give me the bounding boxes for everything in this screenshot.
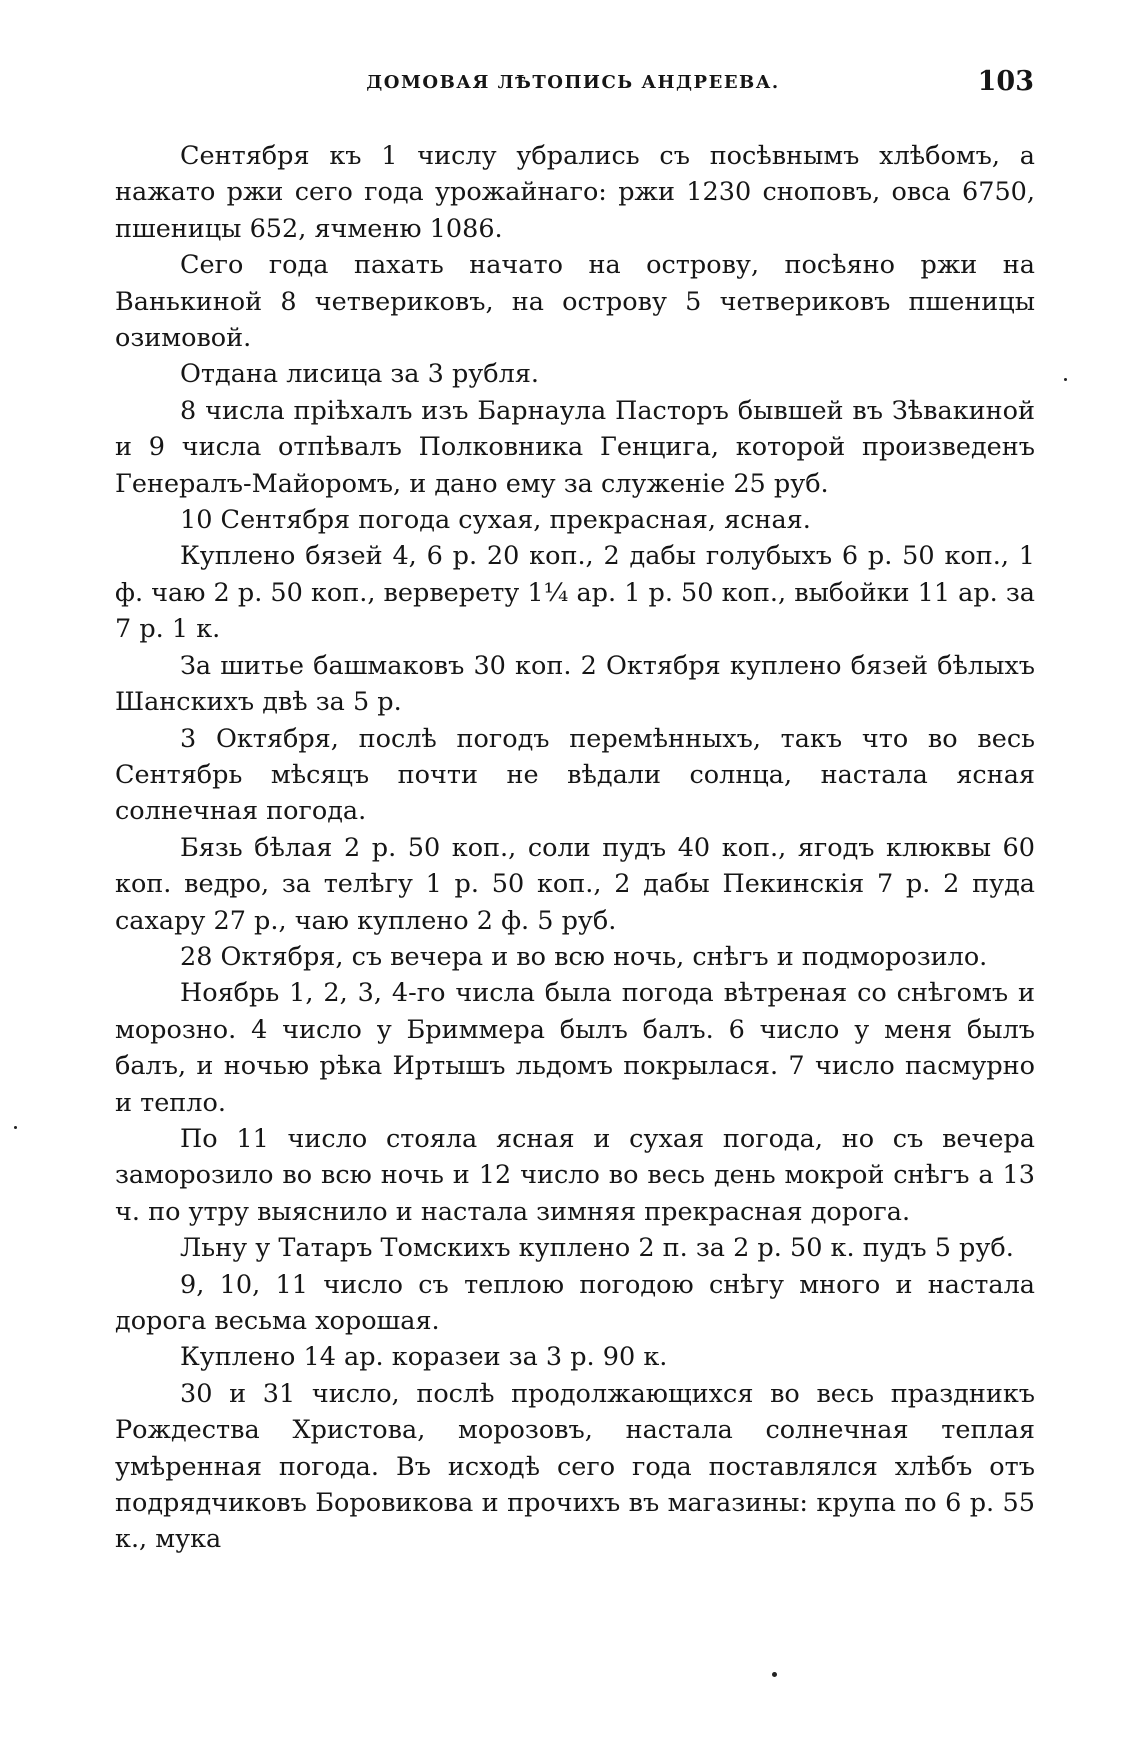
paragraph: Льну у Татаръ Томскихъ куплено 2 п. за 2 р. 50 к. пудъ 5 руб. [180,1233,1014,1264]
page-number: 103 [977,66,1034,97]
paragraph: 10 Сентября погода сухая, прекрасная, ясная. [180,505,811,536]
paragraph: 8 числа прiѣхалъ изъ Барнаула Пасторъ бывшей въ Зѣвакиной и 9 числа отпѣвалъ Полковника Генцига, которой произведенъ Генералъ-Майоромъ, и дано ему за служенiе 25 руб. [115,395,1035,499]
paragraph: Сего года пахать начато на острову, посѣяно ржи на Ванькиной 8 четвериковъ, на острову 5 четвериковъ пшеницы озимовой. [115,250,1035,354]
paragraph: Ноябрь 1, 2, 3, 4-го числа была погода вѣтреная со снѣгомъ и морозно. 4 число у Бриммера былъ балъ. 6 число у меня былъ балъ, и ночью рѣка Иртышъ льдомъ покрылася. 7 число пасмурно и тепло. [115,978,1035,1118]
paragraph: Сентября къ 1 числу убрались съ посѣвнымъ хлѣбомъ, а нажато ржи сего года урожайнаго: ржи 1230 сноповъ, овса 6750, пшеницы 652, ячменю 1086. [115,141,1035,244]
paragraph: По 11 число стояла ясная и сухая погода, но съ вечера заморозило во всю ночь и 12 число во весь день мокрой снѣгъ а 13 ч. по утру выяснило и настала зимняя прекрасная дорога. [115,1123,1035,1227]
paragraph: Отдана лисица за 3 рубля. [180,359,540,390]
paragraph: Куплено 14 ар. коразеи за 3 р. 90 к. [180,1342,668,1373]
paragraph: 30 и 31 число, послѣ продолжающихся во весь праздникъ Рождества Христова, морозовъ, настала солнечная теплая умѣренная погода. Въ исходѣ сего года поставлялся хлѣбъ отъ подрядчиковъ Боровикова и прочихъ въ магазины: крупа по 6 р. 55 к., мука [115,1378,1035,1555]
body-text [115,138,1035,1558]
paragraph: Куплено бязей 4, 6 р. 20 коп., 2 дабы голубыхъ 6 р. 50 коп., 1 ф. чаю 2 р. 50 коп., верверету 1¼ ар. 1 р. 50 коп., выбойки 11 ар. за 7 р. 1 к. [115,541,1036,645]
running-title: ДОМОВАЯ ЛѢТОПИСЬ АНДРЕЕВА. [366,72,780,93]
paragraph: За шитье башмаковъ 30 коп. 2 Октября куплено бязей бѣлыхъ Шанскихъ двѣ за 5 р. [115,650,1035,718]
paragraph: 3 Октября, послѣ погодъ перемѣнныхъ, такъ что во весь Сентябрь мѣсяцъ почти не вѣдали солнца, настала ясная солнечная погода. [115,723,1035,827]
paragraph: 28 Октября, съ вечера и во всю ночь, снѣгъ и подморозило. [180,941,988,972]
ink-speck [772,1672,777,1677]
paragraph: Бязь бѣлая 2 р. 50 коп., соли пудъ 40 коп., ягодъ клюквы 60 коп. ведро, за телѣгу 1 р. 50 коп., 2 дабы Пекинскiя 7 р. 2 пуда сахару 27 р., чаю куплено 2 ф. 5 руб. [115,832,1035,936]
ink-speck [1064,378,1067,381]
paragraph: 9, 10, 11 число съ теплою погодою снѣгу много и настала дорога весьма хорошая. [115,1269,1035,1336]
running-header [112,66,1034,106]
ink-speck [14,1126,17,1129]
